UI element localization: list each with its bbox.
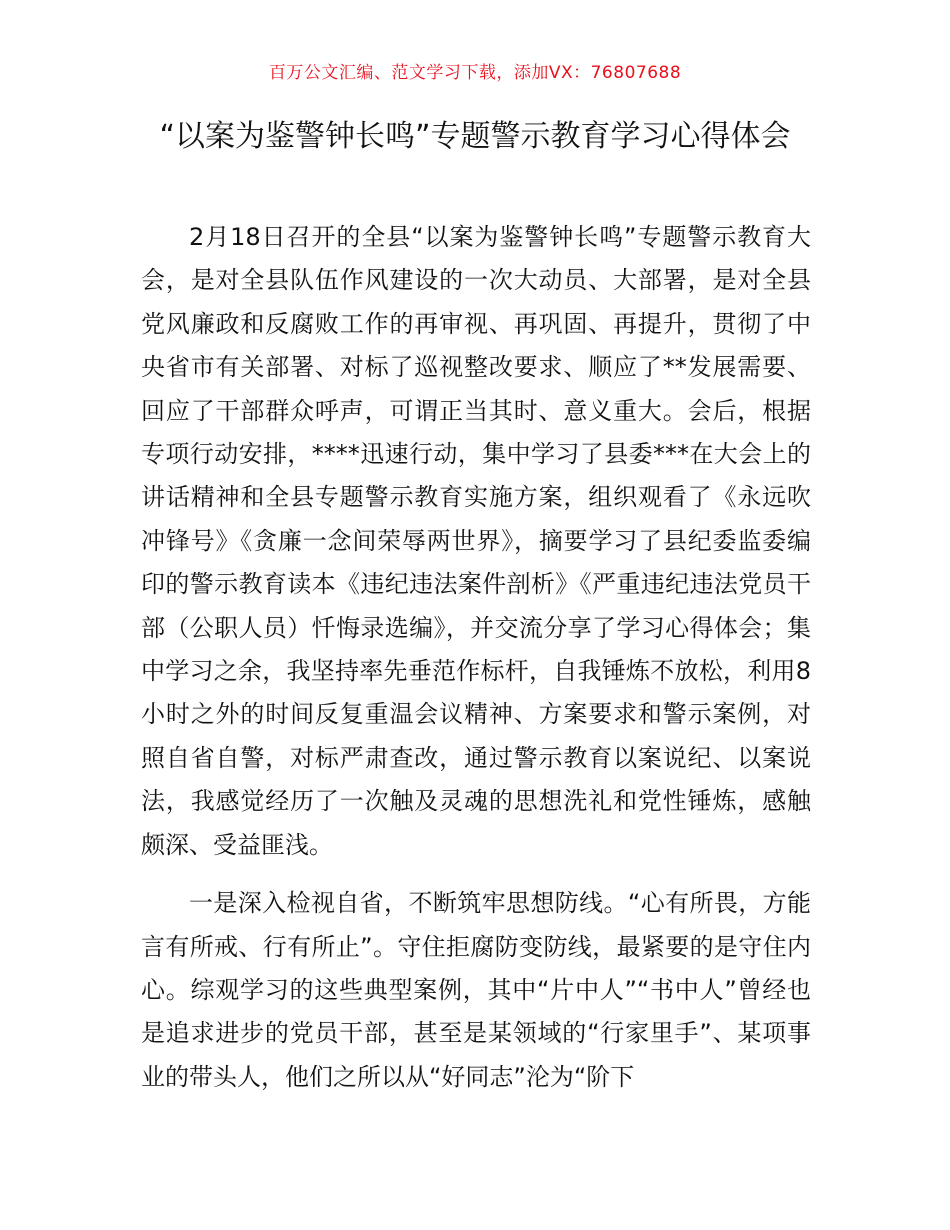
header-banner: 百万公文汇编、范文学习下载，添加VX：76807688 [268,63,682,83]
body-paragraph-2: 一是深入检视自省，不断筑牢思想防线。“心有所畏，方能言有所戒、行有所止”。守住拒腐防变防线，最紧要的是守住内心。综观学习的这些典型案例，其中“片中人”“书中人”曾经也是追求进步的党员干部，甚至是某领域的“行家里手”、某项事业的带头人，他们之所以从“好同志”沦为“阶下 [141,889,811,1091]
document-title: “以案为鉴警钟长鸣”专题警示教育学习心得体会 [159,119,791,154]
document-body [141,216,811,1099]
body-paragraph-1: 2月18日召开的全县“以案为鉴警钟长鸣”专题警示教育大会，是对全县队伍作风建设的一次大动员、大部署，是对全县党风廉政和反腐败工作的再审视、再巩固、再提升，贯彻了中央省市有关部署、对标了巡视整改要求、顺应了**发展需要、回应了干部群众呼声，可谓正当其时、意义重大。会后，根据专项行动安排，****迅速行动，集中学习了县委***在大会上的讲话精神和全县专题警示教育实施方案，组织观看了《永远吹冲锋号》《贪廉一念间荣辱两世界》，摘要学习了县纪委监委编印的警示教育读本《违纪违法案件剖析》《严重违纪违法党员干部（公职人员）忏悔录选编》，并交流分享了学习心得体会；集中学习之余，我坚持率先垂范作标杆，自我锤炼不放松，利用8小时之外的时间反复重温会议精神、方案要求和警示案例，对照自省自警，对标严肃查改，通过警示教育以案说纪、以案说法，我感觉经历了一次触及灵魂的思想洗礼和党性锤炼，感触颇深、受益匪浅。 [141,223,811,859]
